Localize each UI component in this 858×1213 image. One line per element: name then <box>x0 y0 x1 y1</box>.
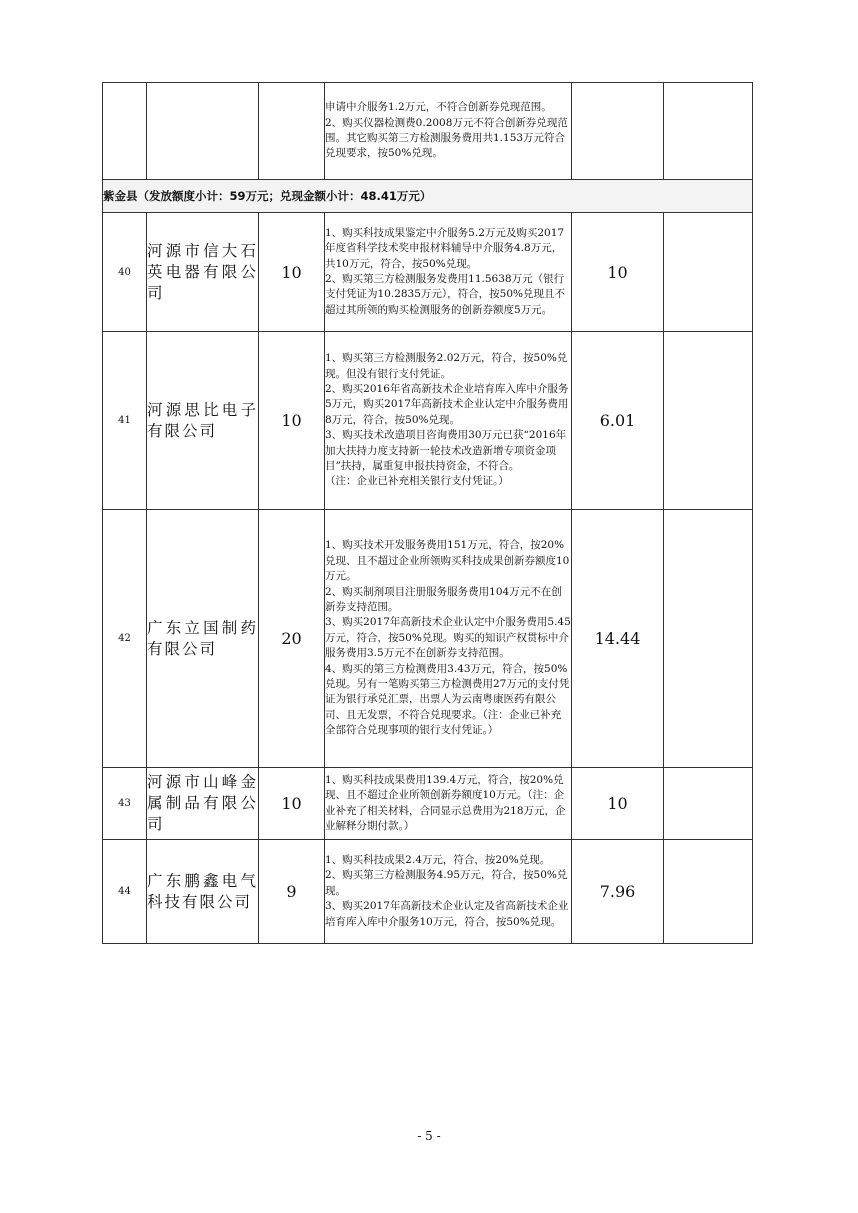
company-name: 河源市信大石英电器有限公司 <box>147 213 259 332</box>
review-note-line: 4、购买的第三方检测费用3.43万元，符合，按50%兑现。另有一笔购买第三方检测费用27万元的支付凭证为银行承兑汇票，出票人为云南粤康医药有限公司、且无发票，不符合兑现要求。（注：企业已补充全部符合兑现事项的银行支付凭证。） <box>325 662 570 737</box>
page-number: - 5 - <box>417 1129 441 1143</box>
row-number: 42 <box>103 510 147 768</box>
subsidy-table <box>102 82 753 944</box>
company-name: 河源市山峰金属制品有限公司 <box>147 768 259 840</box>
table-row <box>103 213 753 332</box>
table-row <box>103 768 753 840</box>
issued-amount: 20 <box>259 510 325 768</box>
table-row-continued <box>103 83 753 180</box>
review-note-line: （注：企业已补充相关银行支付凭证。） <box>325 475 509 488</box>
redeemed-amount: 14.44 <box>572 510 664 768</box>
section-heading: 紫金县（发放额度小计：59万元；兑现金额小计：48.41万元） <box>103 180 753 213</box>
remarks-cell <box>664 213 753 332</box>
table-row <box>103 332 753 510</box>
review-note-line: 1、购买科技成果2.4万元，符合，按20%兑现。 <box>325 853 551 866</box>
issued-amount: 10 <box>259 213 325 332</box>
issued-amount: 10 <box>259 768 325 840</box>
remarks-cell <box>664 768 753 840</box>
row-number-cell <box>103 83 147 180</box>
review-notes-cell <box>325 83 572 180</box>
issued-amount: 9 <box>259 840 325 944</box>
table-row <box>103 510 753 768</box>
table-row <box>103 840 753 944</box>
remarks-cell <box>664 510 753 768</box>
review-note-line: 1、购买技术开发服务费用151万元，符合，按20%兑现、且不超过企业所领购买科技成果创新券额度10万元。 <box>325 539 570 583</box>
review-note-line: 2、购买第三方检测服务发费用11.5638万元（银行支付凭证为10.2835万元），符合，按50%兑现且不超过其所领的购买检测服务的创新券额度5万元。 <box>325 273 566 316</box>
remarks-cell <box>664 332 753 510</box>
review-notes <box>325 768 572 840</box>
issued-amount: 10 <box>259 332 325 510</box>
row-number: 43 <box>103 768 147 840</box>
remarks-cell <box>664 83 753 180</box>
review-note-line: 2、购买第三方检测服务4.95万元，符合，按50%兑现。 <box>325 869 568 897</box>
review-note-line: 2、购买2016年省高新技术企业培育库入库中介服务5万元，购买2017年高新技术企业认定中介服务费用8万元，符合，按50%兑现。 <box>325 382 569 426</box>
review-note-line: 申请中介服务1.2万元，不符合创新券兑现范围。 <box>325 101 552 114</box>
review-note-line: 1、购买科技成果费用139.4万元，符合，按20%兑现、且不超过企业所领创新券额度10万元。（注：企业补充了相关材料，合同显示总费用为218万元，企业解释分期付款。） <box>325 773 566 832</box>
redeemed-amount: 10 <box>572 768 664 840</box>
review-note-line: 1、购买科技成果鉴定中介服务5.2万元及购买2017年度省科学技术奖申报材料辅导中介服务4.8万元，共10万元，符合，按50%兑现。 <box>325 226 565 270</box>
company-name: 河源思比电子有限公司 <box>147 332 259 510</box>
company-name: 广东立国制药有限公司 <box>147 510 259 768</box>
review-note-line: 3、购买2017年高新技术企业认定及省高新技术企业培育库入库中介服务10万元，符合，按50%兑现。 <box>325 900 569 928</box>
review-notes <box>325 332 572 510</box>
redeemed-amount: 6.01 <box>572 332 664 510</box>
redeemed-amount: 10 <box>572 213 664 332</box>
remarks-cell <box>664 840 753 944</box>
company-name: 广东鹏鑫电气科技有限公司 <box>147 840 259 944</box>
section-row <box>103 180 753 213</box>
review-notes <box>325 213 572 332</box>
review-note-line: 2、购买制剂项目注册服务服务费用104万元不在创新券支持范围。 <box>325 585 562 613</box>
review-notes <box>325 510 572 768</box>
review-note-line: 1、购买第三方检测服务2.02万元，符合，按50%兑现。但没有银行支付凭证。 <box>325 352 568 380</box>
row-number: 44 <box>103 840 147 944</box>
row-number: 40 <box>103 213 147 332</box>
issued-amount-cell <box>259 83 325 180</box>
review-note-line: 2、购买仪器检测费0.2008万元不符合创新券兑现范围。其它购买第三方检测服务费用共1.153万元符合兑现要求，按50%兑现。 <box>325 116 568 160</box>
redeemed-amount-cell <box>572 83 664 180</box>
redeemed-amount: 7.96 <box>572 840 664 944</box>
review-notes <box>325 840 572 944</box>
review-note-line: 3、购买2017年高新技术企业认定中介服务费用5.45万元，符合，按50%兑现。购买的知识产权贯标中介服务费用3.5万元不在创新券支持范围。 <box>325 616 571 660</box>
review-note-line: 3、购买技术改造项目咨询费用30万元已获“2016年加大扶持力度支持新一轮技术改造新增专项资金项目”扶持，属重复申报扶持资金，不符合。 <box>325 429 567 473</box>
row-number: 41 <box>103 332 147 510</box>
company-name-cell <box>147 83 259 180</box>
